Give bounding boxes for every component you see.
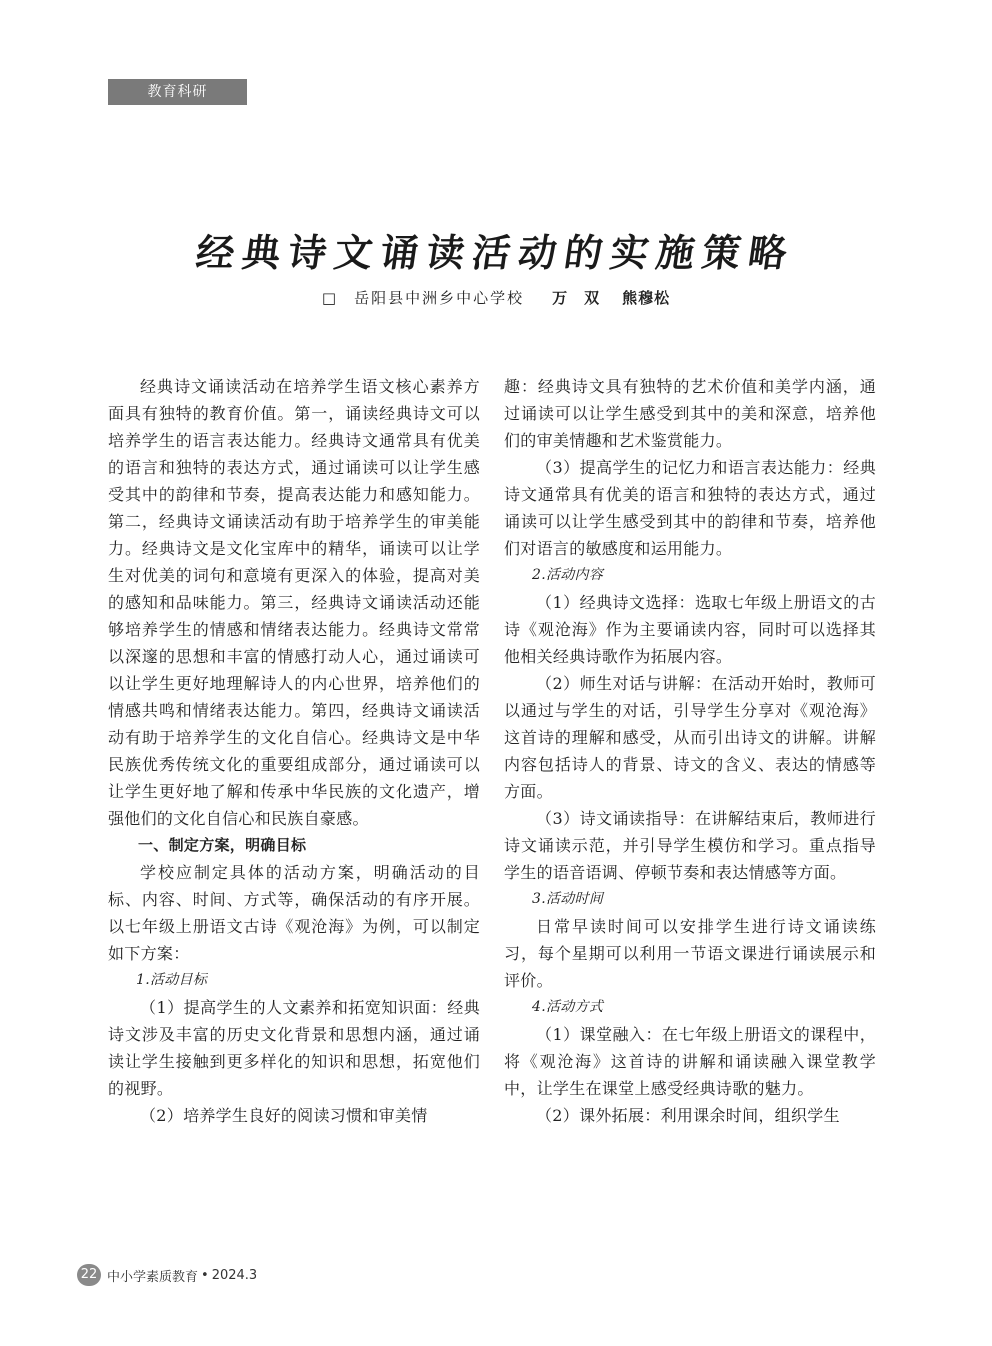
article-title: 经典诗文诵读活动的实施策略	[193, 230, 798, 275]
paragraph: （1）提高学生的人文素养和拓宽知识面：经典诗文涉及丰富的历史文化背景和思想内涵，通过诵读让学生接触到更多样化的知识和思想，拓宽他们的视野。	[108, 998, 480, 1098]
subheading: 4.活动方式	[532, 999, 604, 1015]
paragraph: （2）培养学生良好的阅读习惯和审美情	[140, 1106, 428, 1125]
journal-name: 中小学素质教育	[107, 1269, 199, 1285]
right-column	[504, 373, 876, 1129]
author-name: 万 双	[552, 289, 601, 307]
footer-separator: •	[201, 1267, 209, 1283]
byline	[0, 287, 992, 308]
subheading: 2.活动内容	[532, 567, 604, 583]
paragraph: 日常早读时间可以安排学生进行诗文诵读练习，每个星期可以利用一节语文课进行诵读展示和评价。	[504, 917, 876, 990]
byline-mark: □	[321, 289, 337, 307]
paragraph: （3）提高学生的记忆力和语言表达能力：经典诗文通常具有优美的语言和独特的表达方式，通过诵读可以让学生感受到其中的韵律和节奏，培养他们对语言的敏感度和运用能力。	[504, 458, 876, 558]
section-heading: 一、制定方案，明确目标	[138, 836, 307, 854]
subheading: 3.活动时间	[532, 891, 604, 907]
paragraph: （1）课堂融入：在七年级上册语文的课程中，将《观沧海》这首诗的讲解和诵读融入课堂教学中，让学生在课堂上感受经典诗歌的魅力。	[504, 1025, 876, 1098]
author-name: 熊穆松	[622, 289, 671, 307]
author-school: 岳阳县中洲乡中心学校	[354, 289, 525, 307]
paragraph: 趣：经典诗文具有独特的艺术价值和美学内涵，通过诵读可以让学生感受到其中的美和深意，培养他们的审美情趣和艺术鉴赏能力。	[504, 377, 876, 450]
paragraph: （2）课外拓展：利用课余时间，组织学生	[536, 1106, 840, 1125]
paragraph: （2）师生对话与讲解：在活动开始时，教师可以通过与学生的对话，引导学生分享对《观沧海》这首诗的理解和感受，从而引出诗文的讲解。讲解内容包括诗人的背景、诗文的含义、表达的情感等方面。	[504, 674, 876, 801]
paragraph: （1）经典诗文选择：选取七年级上册语文的古诗《观沧海》作为主要诵读内容，同时可以选择其他相关经典诗歌作为拓展内容。	[504, 593, 876, 666]
left-column	[108, 373, 480, 1129]
page-number: 22	[77, 1264, 101, 1286]
paragraph: 学校应制定具体的活动方案，明确活动的目标、内容、时间、方式等，确保活动的有序开展。以七年级上册语文古诗《观沧海》为例，可以制定如下方案：	[108, 863, 480, 963]
page-footer	[77, 1263, 257, 1287]
journal-issue: 2024.3	[211, 1267, 258, 1283]
section-tag: 教育科研	[108, 79, 247, 105]
paragraph: （3）诗文诵读指导：在讲解结束后，教师进行诗文诵读示范，并引导学生模仿和学习。重点指导学生的语音语调、停顿节奏和表达情感等方面。	[504, 809, 876, 882]
subheading: 1.活动目标	[136, 972, 208, 988]
paragraph: 经典诗文诵读活动在培养学生语文核心素养方面具有独特的教育价值。第一，诵读经典诗文可以培养学生的语言表达能力。经典诗文通常具有优美的语言和独特的表达方式，通过诵读可以让学生感受其中的韵律和节奏，提高表达能力和感知能力。第二，经典诗文诵读活动有助于培养学生的审美能力。经典诗文是文化宝库中的精华，诵读可以让学生对优美的词句和意境有更深入的体验，提高对美的感知和品味能力。第三，经典诗文诵读活动还能够培养学生的情感和情绪表达能力。经典诗文常常以深邃的思想和丰富的情感打动人心，通过诵读可以让学生更好地理解诗人的内心世界，培养他们的情感共鸣和情绪表达能力。第四，经典诗文诵读活动有助于培养学生的文化自信心。经典诗文是中华民族优秀传统文化的重要组成部分，通过诵读可以让学生更好地了解和传承中华民族的文化遗产，增强他们的文化自信心和民族自豪感。	[108, 377, 480, 828]
